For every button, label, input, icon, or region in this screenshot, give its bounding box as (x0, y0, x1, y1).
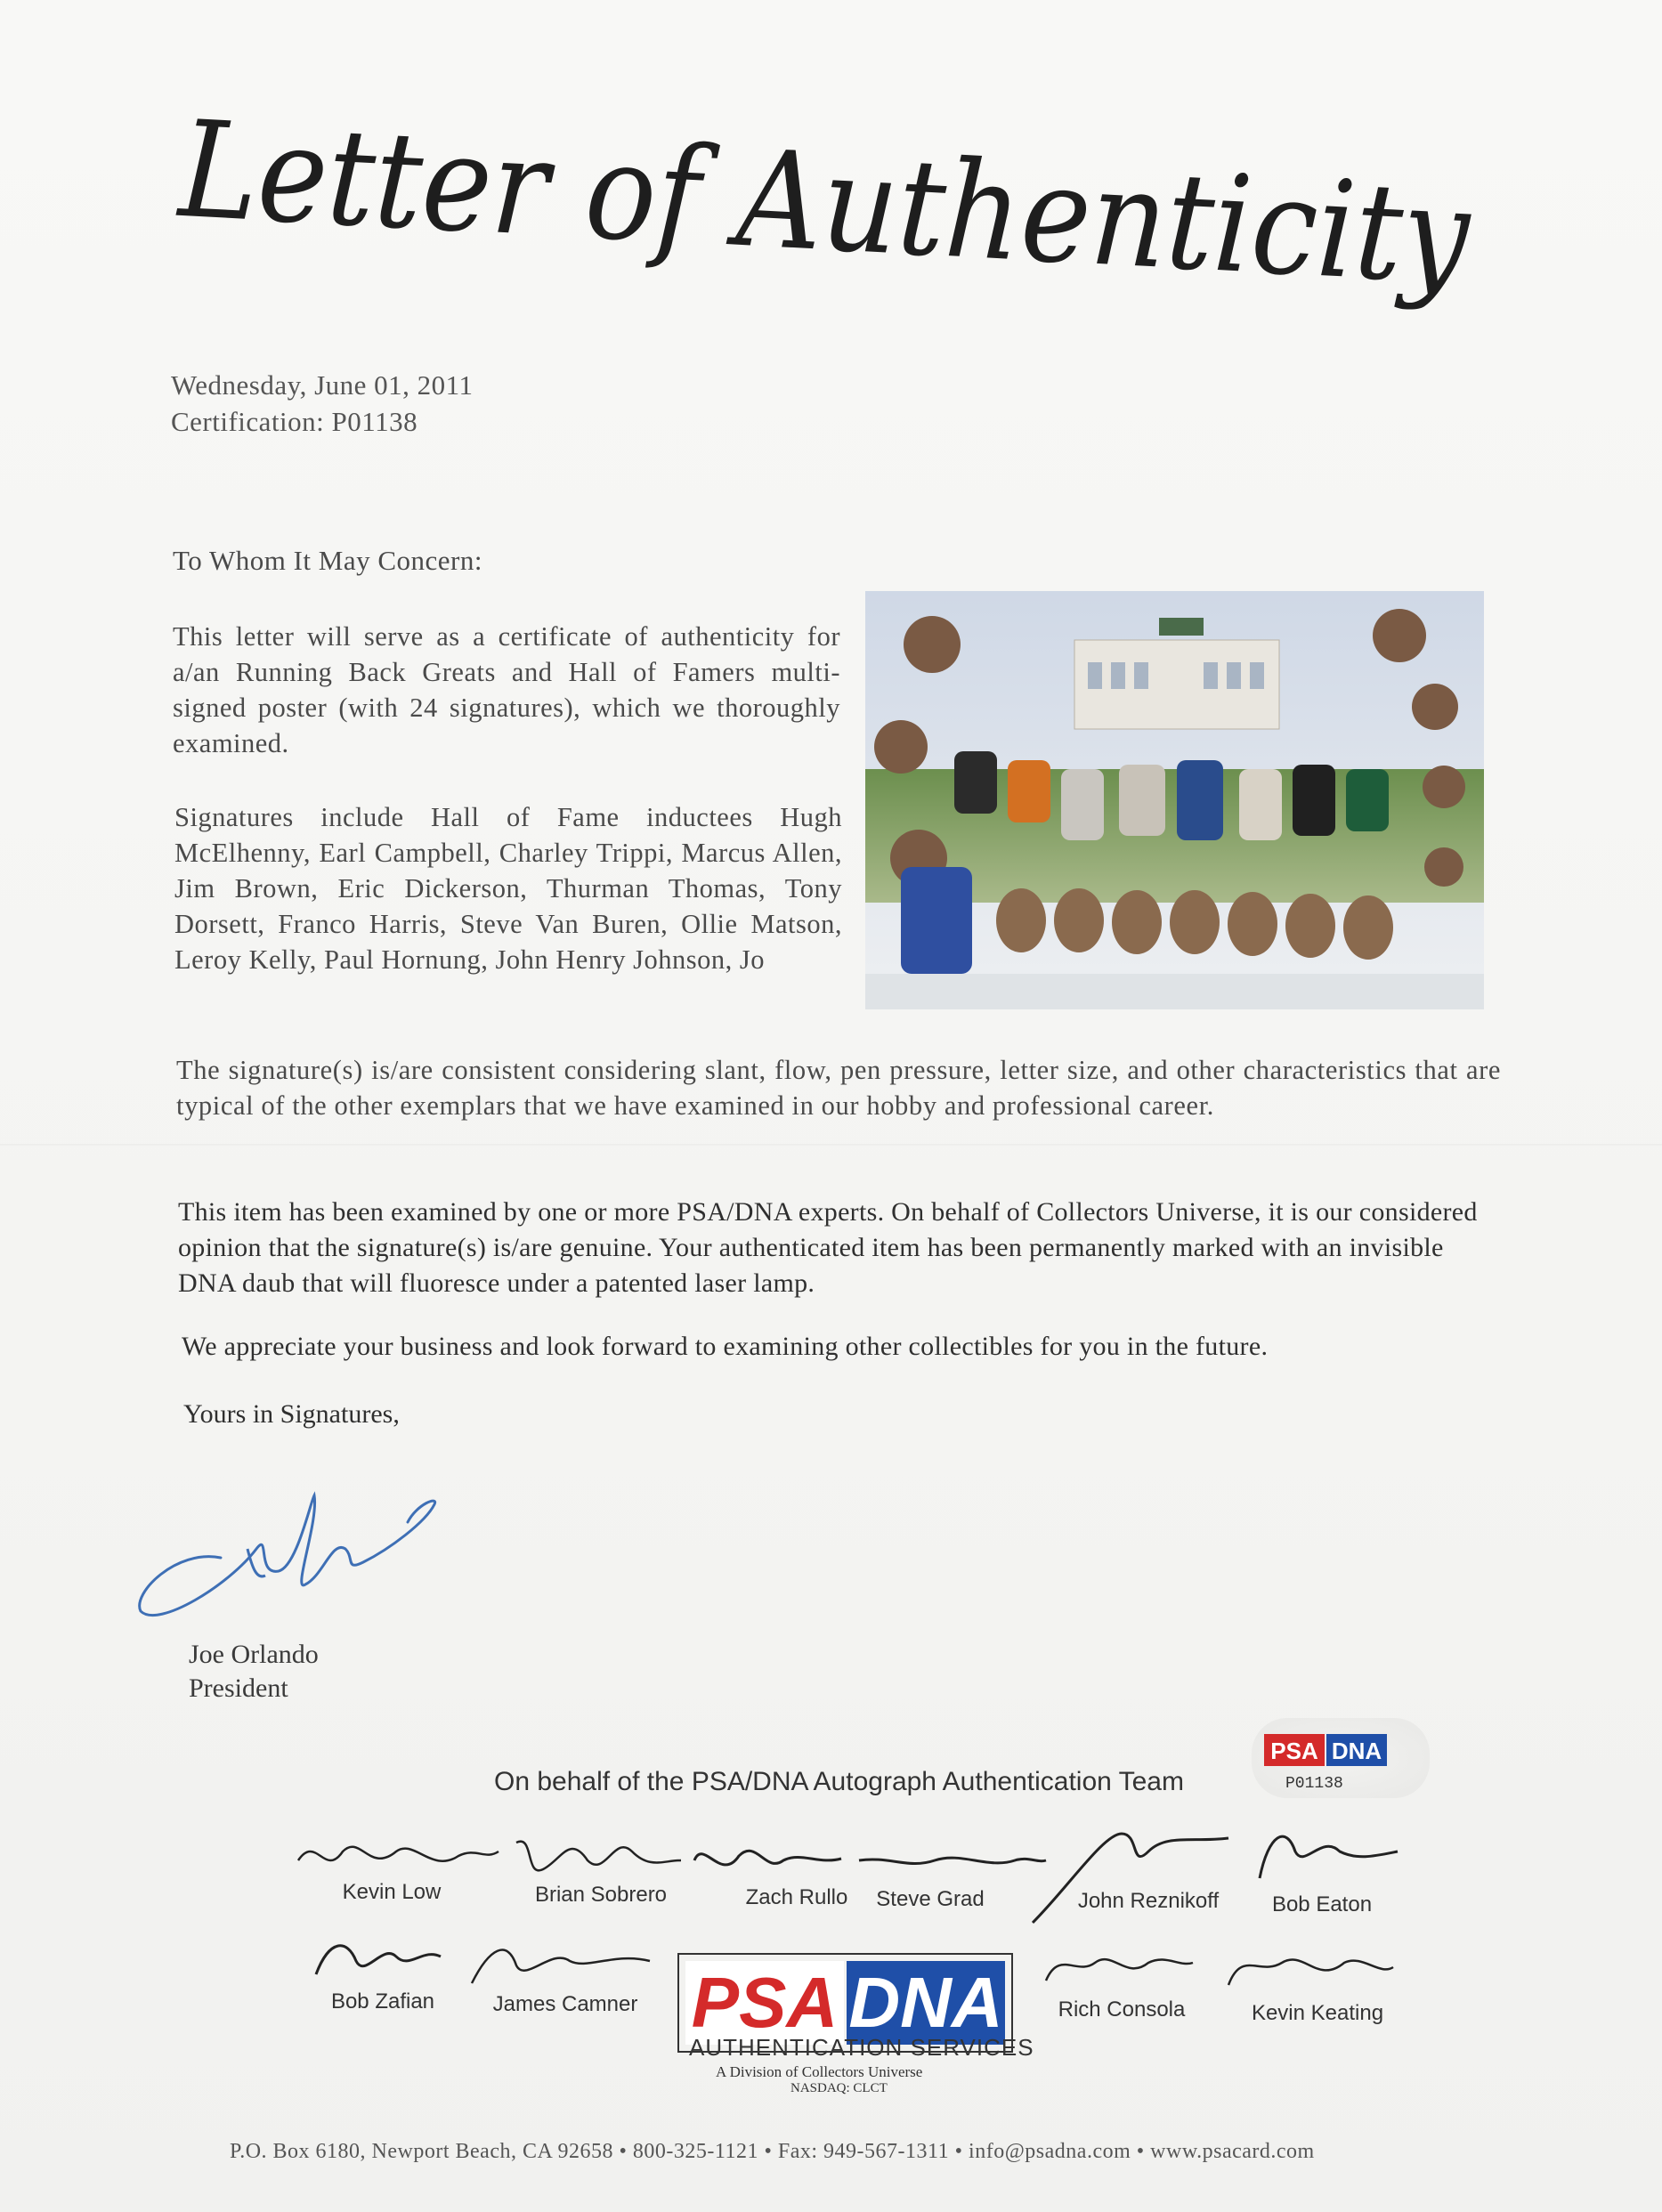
body-paragraph-5: We appreciate your business and look forward to examining other collectibles for you in the future. (182, 1332, 1269, 1361)
team-member-name: Bob Eaton (1271, 1892, 1373, 1916)
body-paragraph-3: The signature(s) is/are consistent considering slant, flow, pen pressure, letter size, and other characteristics that are typical of the other exemplars that we have examined in our hobby and professional career. (176, 1055, 1501, 1121)
salutation: To Whom It May Concern: (173, 545, 482, 576)
letter-meta (171, 367, 474, 440)
team-member-name: Kevin Low (342, 1880, 442, 1904)
paper-fold (0, 1144, 1662, 1147)
svg-text:DNA: DNA (1331, 1738, 1382, 1764)
body-paragraph-1: This letter will serve as a certificate of authenticity for a/an Running Back Greats and Hall of Famers multi-signed poster (with 24 signatures), which we thoroughly examined. (173, 621, 840, 758)
signature-zach-rullo (685, 1834, 846, 1887)
team-member-name: Bob Zafian (330, 1989, 435, 2013)
nasdaq-line: NASDAQ: CLCT (790, 2081, 888, 2095)
signature-john-reznikoff (1015, 1816, 1237, 1932)
team-heading: On behalf of the PSA/DNA Autograph Authentication Team (494, 1767, 1184, 1796)
signature-rich-consola (1037, 1941, 1197, 1994)
division-line: A Division of Collectors Universe (716, 2063, 923, 2080)
authentication-services: AUTHENTICATION SERVICES (689, 2034, 1034, 2061)
svg-text:PSA: PSA (1270, 1738, 1318, 1764)
signature-brian-sobrero (507, 1825, 685, 1887)
svg-text:Letter of Authenticity: Letter of Authenticity (175, 92, 1645, 324)
signature-bob-eaton (1242, 1816, 1402, 1887)
signature-kevin-low (289, 1825, 503, 1887)
hologram-code: P01138 (1285, 1775, 1343, 1793)
svg-text:DNA: DNA (848, 1963, 1003, 2042)
team-member-name: Zach Rullo (745, 1885, 848, 1909)
team-member-name: James Camner (492, 1992, 638, 2016)
body-paragraph-4: This item has been examined by one or more PSA/DNA experts. On behalf of Collectors Universe, it is our considered opinion that the signature(s) is/are genuine. Your authenticated item has been permanently marked with an invisible DNA daub that will fluoresce under a patented laser lamp. (178, 1197, 1478, 1298)
team-member-name: Rich Consola (1058, 1997, 1186, 2022)
president-signature (123, 1451, 515, 1629)
team-member-name: Steve Grad (876, 1887, 985, 1911)
signature-james-camner (463, 1930, 659, 1992)
hologram-logo (1264, 1732, 1389, 1768)
signer-title: President (189, 1673, 288, 1703)
team-member-name: Brian Sobrero (534, 1883, 668, 1907)
svg-text:PSA: PSA (691, 1963, 839, 2042)
letter-title (169, 92, 1645, 338)
poster-photo (865, 591, 1484, 1009)
team-member-name: Kevin Keating (1251, 2001, 1384, 2025)
letter-date: Wednesday, June 01, 2011 (171, 369, 474, 401)
team-member-name: John Reznikoff (1077, 1889, 1220, 1913)
signer-name: Joe Orlando (189, 1640, 319, 1669)
certification-number: Certification: P01138 (171, 406, 418, 437)
body-paragraph-2: Signatures include Hall of Fame inductees Hugh McElhenny, Earl Campbell, Charley Trippi, Marcus Allen, Jim Brown, Eric Dickerson, Thurman Thomas, Tony Dorsett, Franco Harris, Steve Van Buren, Ollie Matson, Leroy Kelly, Paul Hornung, John Henry Johnson, Jo (174, 802, 842, 975)
closing-line: Yours in Signatures, (183, 1399, 400, 1429)
footer-contact: P.O. Box 6180, Newport Beach, CA 92658 • 800-325-1121 • Fax: 949-567-1311 • info@psadna.com • www.psacard.com (230, 2140, 1315, 2163)
signature-kevin-keating (1220, 1941, 1398, 2003)
signature-bob-zafian (307, 1930, 450, 1983)
